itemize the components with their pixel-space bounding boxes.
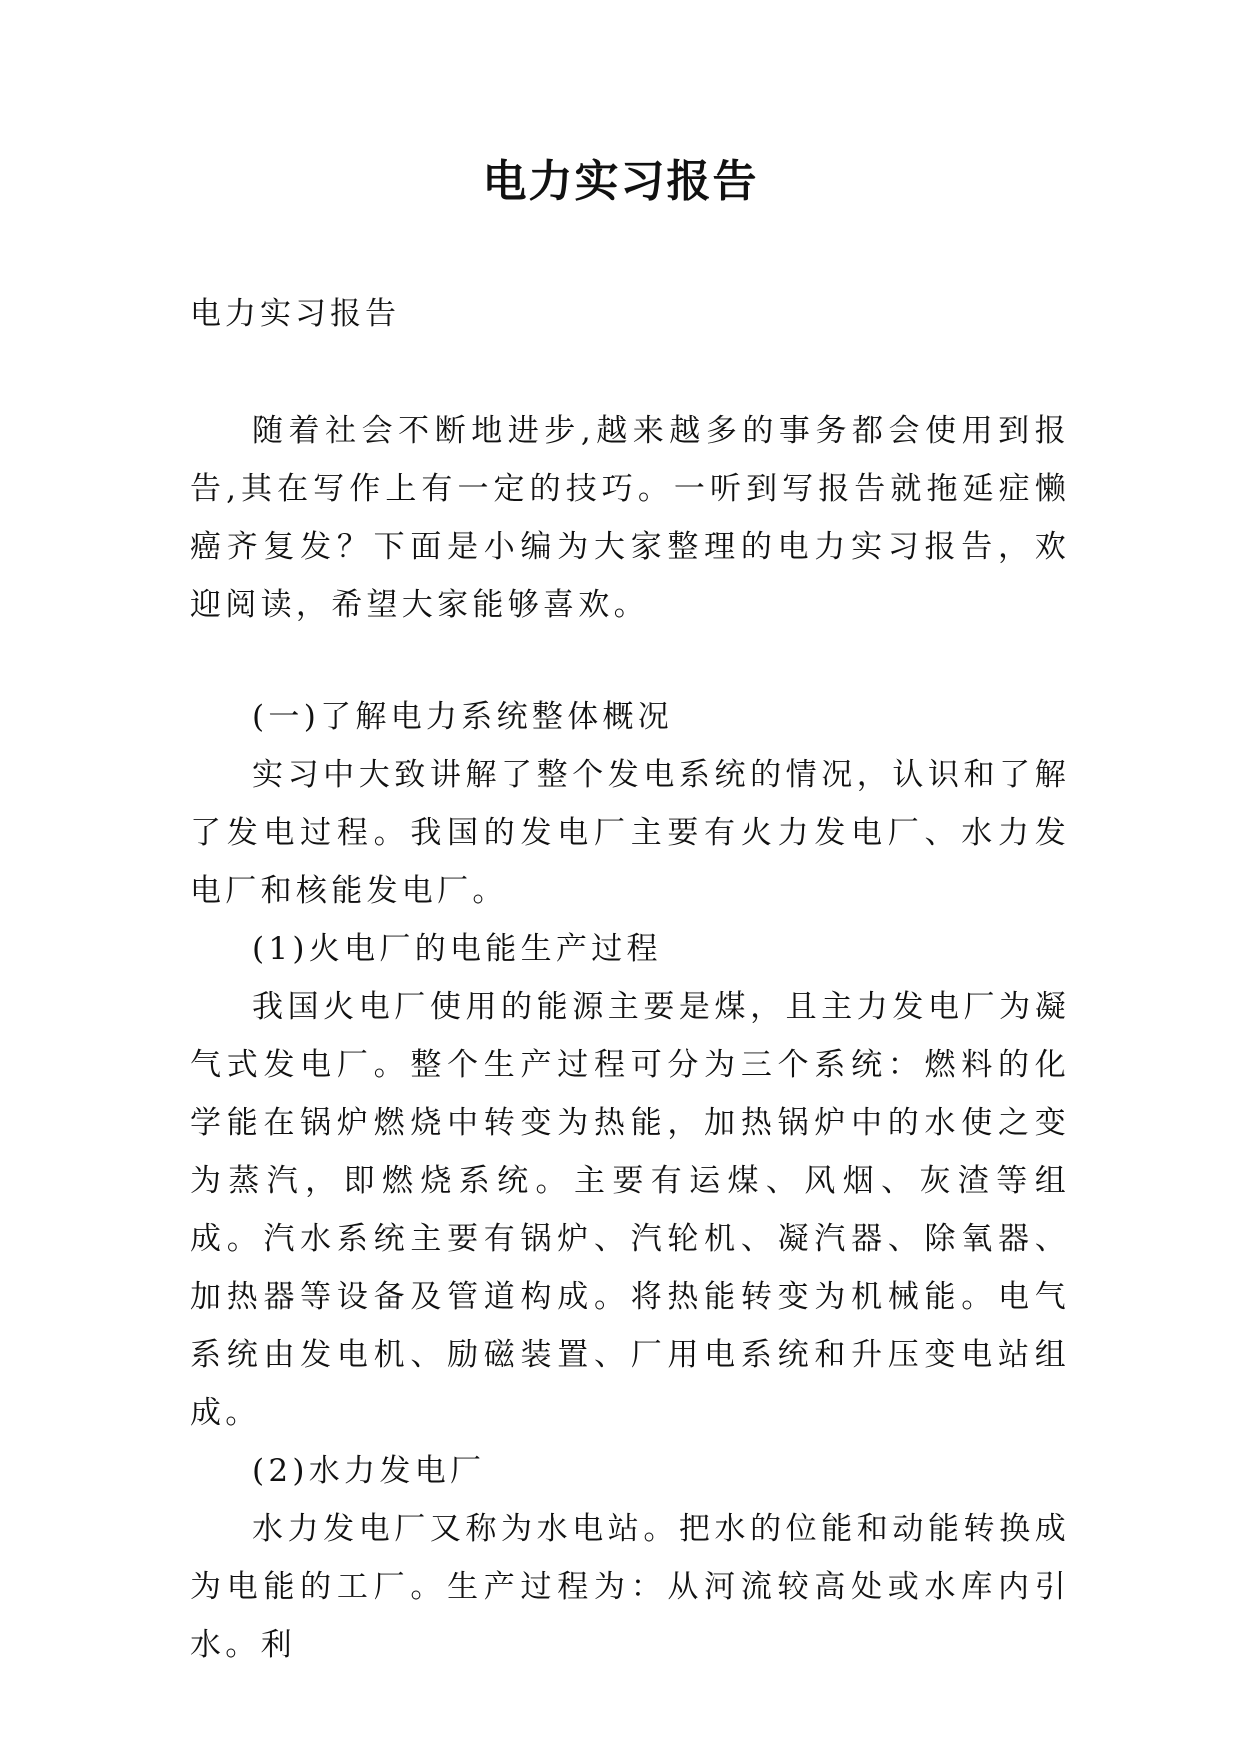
intro-block	[190, 402, 1070, 634]
document-title: 电力实习报告	[482, 156, 759, 207]
intro-paragraph: 随着社会不断地进步,越来越多的事务都会使用到报告,其在写作上有一定的技巧。一听到写报告就拖延症懒癌齐复发？下面是小编为大家整理的电力实习报告，欢迎阅读，希望大家能够喜欢。	[190, 413, 1070, 623]
section-heading-hydro: (2)水力发电厂	[252, 1453, 486, 1489]
section-heading-overview: (一)了解电力系统整体概况	[252, 699, 674, 735]
document-subtitle: 电力实习报告	[190, 296, 400, 332]
body-block	[190, 688, 1070, 1674]
paragraph-hydro: 水力发电厂又称为水电站。把水的位能和动能转换成为电能的工厂。生产过程为：从河流较高处或水库内引水。利	[190, 1511, 1070, 1663]
section-heading-thermal: (1)火电厂的电能生产过程	[252, 931, 662, 967]
paragraph-thermal: 我国火电厂使用的能源主要是煤，且主力发电厂为凝气式发电厂。整个生产过程可分为三个系统：燃料的化学能在锅炉燃烧中转变为热能，加热锅炉中的水使之变为蒸汽，即燃烧系统。主要有运煤、风烟、灰渣等组成。汽水系统主要有锅炉、汽轮机、凝汽器、除氧器、加热器等设备及管道构成。将热能转变为机械能。电气系统由发电机、励磁装置、厂用电系统和升压变电站组成。	[190, 989, 1070, 1431]
paragraph-overview: 实习中大致讲解了整个发电系统的情况，认识和了解了发电过程。我国的发电厂主要有火力发电厂、水力发电厂和核能发电厂。	[190, 757, 1070, 909]
